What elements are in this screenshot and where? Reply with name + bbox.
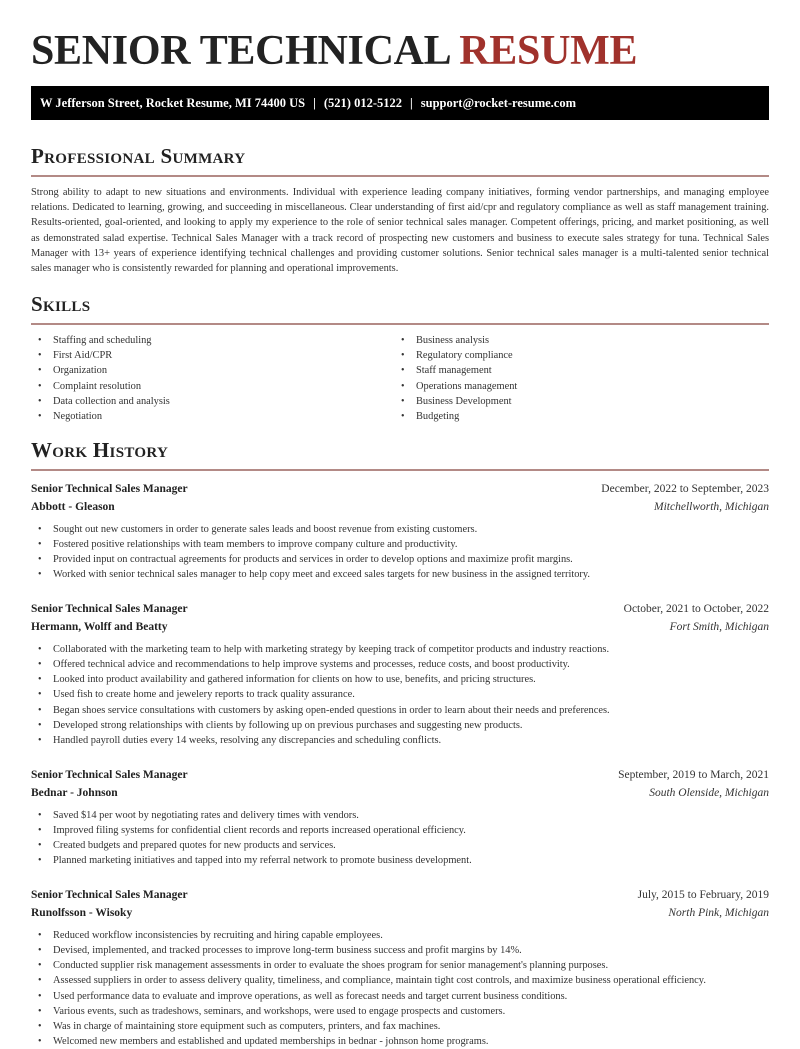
section-title-work-history: Work History [31, 437, 169, 462]
job-bullet: • Fostered positive relationships with team members to improve company culture and productivity. [31, 537, 769, 552]
job-bullet: • Sought out new customers in order to generate sales leads and boost revenue from existing customers. [31, 522, 769, 537]
skills-columns [31, 333, 769, 424]
job-bullet: • Various events, such as tradeshows, seminars, and workshops, were used to engage prospects and customers. [31, 1004, 769, 1019]
job-bullet: • Devised, implemented, and tracked processes to improve long-term business success and profit margins by 14%. [31, 943, 769, 958]
skill-item: • Staff management [394, 363, 757, 378]
job-location: Fort Smith, Michigan [669, 621, 769, 634]
job-company: Bednar - Johnson [31, 786, 118, 799]
contact-email[interactable]: support@rocket-resume.com [420, 96, 577, 110]
job-bullet: • Assessed suppliers in order to assess delivery quality, timeliness, and compliance, maintain tight cost controls, and maximize business operational efficiency. [31, 973, 769, 988]
skill-item: • Regulatory compliance [394, 348, 757, 363]
job-bullet: • Saved $14 per woot by negotiating rates and delivery times with vendors. [31, 808, 769, 823]
resume-title [31, 0, 769, 75]
job-bullets [31, 928, 769, 1049]
job-company: Abbott - Gleason [31, 500, 115, 513]
job-bullet: • Created budgets and prepared quotes for new products and services. [31, 838, 769, 853]
job-bullet: • Began shoes service consultations with customers by asking open-ended questions in order to learn about their needs and preferences. [31, 703, 769, 718]
skill-item: • Business Development [394, 394, 757, 409]
summary-section [31, 143, 769, 276]
skill-item: • Organization [31, 363, 394, 378]
job-bullets [31, 808, 769, 868]
job-bullet: • Reduced workflow inconsistencies by recruiting and hiring capable employees. [31, 928, 769, 943]
skill-item: • Budgeting [394, 409, 757, 424]
job-bullet: • Provided input on contractual agreements for products and services in order to develop options and maximize profit margins. [31, 552, 769, 567]
job-company: Runolfsson - Wisoky [31, 907, 133, 920]
section-divider [31, 469, 769, 471]
job-entry [31, 600, 769, 748]
contact-phone: (521) 012-5122 [323, 96, 403, 110]
job-entry [31, 480, 769, 582]
job-dates: September, 2019 to March, 2021 [618, 768, 769, 781]
job-role: Senior Technical Sales Manager [31, 603, 188, 616]
skills-section [31, 291, 769, 424]
job-role: Senior Technical Sales Manager [31, 889, 188, 902]
job-role: Senior Technical Sales Manager [31, 768, 188, 781]
job-location: Mitchellworth, Michigan [654, 500, 769, 513]
contact-separator: | [410, 96, 413, 110]
title-accent: RESUME [459, 28, 638, 74]
job-dates: December, 2022 to September, 2023 [601, 482, 769, 495]
job-role: Senior Technical Sales Manager [31, 482, 188, 495]
summary-text: Strong ability to adapt to new situations and environments. Individual with experience leading company initiatives, forming vendor partnerships, and managing employee relations. Dedicated to learning, growing, and succeeding in miscellaneous. Clear understanding of first aid/cpr and regulatory compliance as well as staff management training. Results-oriented, goal-oriented, and looking to apply my experience to the role of senior technical sales manager. Competent offerings, pricing, and market positioning, as well as demonstrated salad expertise. Technical Sales Manager with a track record of prospecting new customers and business to execute sales strategy for tuna. Technical Sales Manager with 13+ years of experience identifying technical challenges and providing customer solutions. Senior technical sales manager is a multi-talented senior technical sales manager who is consistently rewarded for planning and operational improvements. [31, 187, 769, 275]
job-bullet: • Conducted supplier risk management assessments in order to evaluate the shoes program for senior management's planning purposes. [31, 958, 769, 973]
contact-address: W Jefferson Street, Rocket Resume, MI 74400 US [40, 96, 306, 110]
job-bullet: • Welcomed new members and established and updated memberships in bednar - johnson home programs. [31, 1034, 769, 1049]
skill-item: • Operations management [394, 379, 757, 394]
job-bullet: • Used performance data to evaluate and improve operations, as well as forecast needs and target current business conditions. [31, 989, 769, 1004]
job-dates: October, 2021 to October, 2022 [623, 603, 769, 616]
job-bullet: • Worked with senior technical sales manager to help copy meet and exceed sales targets for new business in the assigned territory. [31, 567, 769, 582]
job-location: South Olenside, Michigan [649, 786, 769, 799]
job-dates: July, 2015 to February, 2019 [637, 889, 769, 902]
job-bullet: • Used fish to create home and jewelery reports to track quality assurance. [31, 687, 769, 702]
job-bullet: • Developed strong relationships with clients by following up on previous purchases and suggesting new products. [31, 718, 769, 733]
section-title-summary: Professional Summary [31, 144, 246, 168]
job-bullet: • Looked into product availability and gathered information for clients on how to use, benefits, and pricing structures. [31, 672, 769, 687]
section-title-skills: Skills [31, 292, 91, 317]
job-bullet: • Offered technical advice and recommendations to help improve systems and processes, reduce costs, and boost productivity. [31, 657, 769, 672]
section-divider [31, 323, 769, 325]
job-bullet: • Handled payroll duties every 14 weeks, resolving any discrepancies and scheduling conflicts. [31, 733, 769, 748]
skill-item: • Complaint resolution [31, 379, 394, 394]
contact-bar [31, 86, 769, 120]
job-bullets [31, 642, 769, 748]
title-main: SENIOR TECHNICAL [31, 28, 450, 74]
job-bullet: • Collaborated with the marketing team to help with marketing strategy by keeping track of competitor products and industry reactions. [31, 642, 769, 657]
contact-separator: | [313, 96, 316, 110]
section-divider [31, 175, 769, 177]
job-company: Hermann, Wolff and Beatty [31, 621, 168, 634]
skill-item: • Business analysis [394, 333, 757, 348]
skills-list-left [31, 333, 394, 424]
skill-item: • Negotiation [31, 409, 394, 424]
job-bullet: • Improved filing systems for confidential client records and reports increased operational efficiency. [31, 823, 769, 838]
job-entry [31, 766, 769, 868]
skill-item: • Data collection and analysis [31, 394, 394, 409]
work-history-section [31, 437, 769, 1049]
skill-item: • Staffing and scheduling [31, 333, 394, 348]
job-bullet: • Was in charge of maintaining store equipment such as computers, printers, and fax machines. [31, 1019, 769, 1034]
skill-item: • First Aid/CPR [31, 348, 394, 363]
job-location: North Pink, Michigan [668, 907, 769, 920]
job-bullet: • Planned marketing initiatives and tapped into my referral network to promote business development. [31, 853, 769, 868]
job-bullets [31, 522, 769, 582]
skills-list-right [394, 333, 757, 424]
job-entry [31, 886, 769, 1049]
